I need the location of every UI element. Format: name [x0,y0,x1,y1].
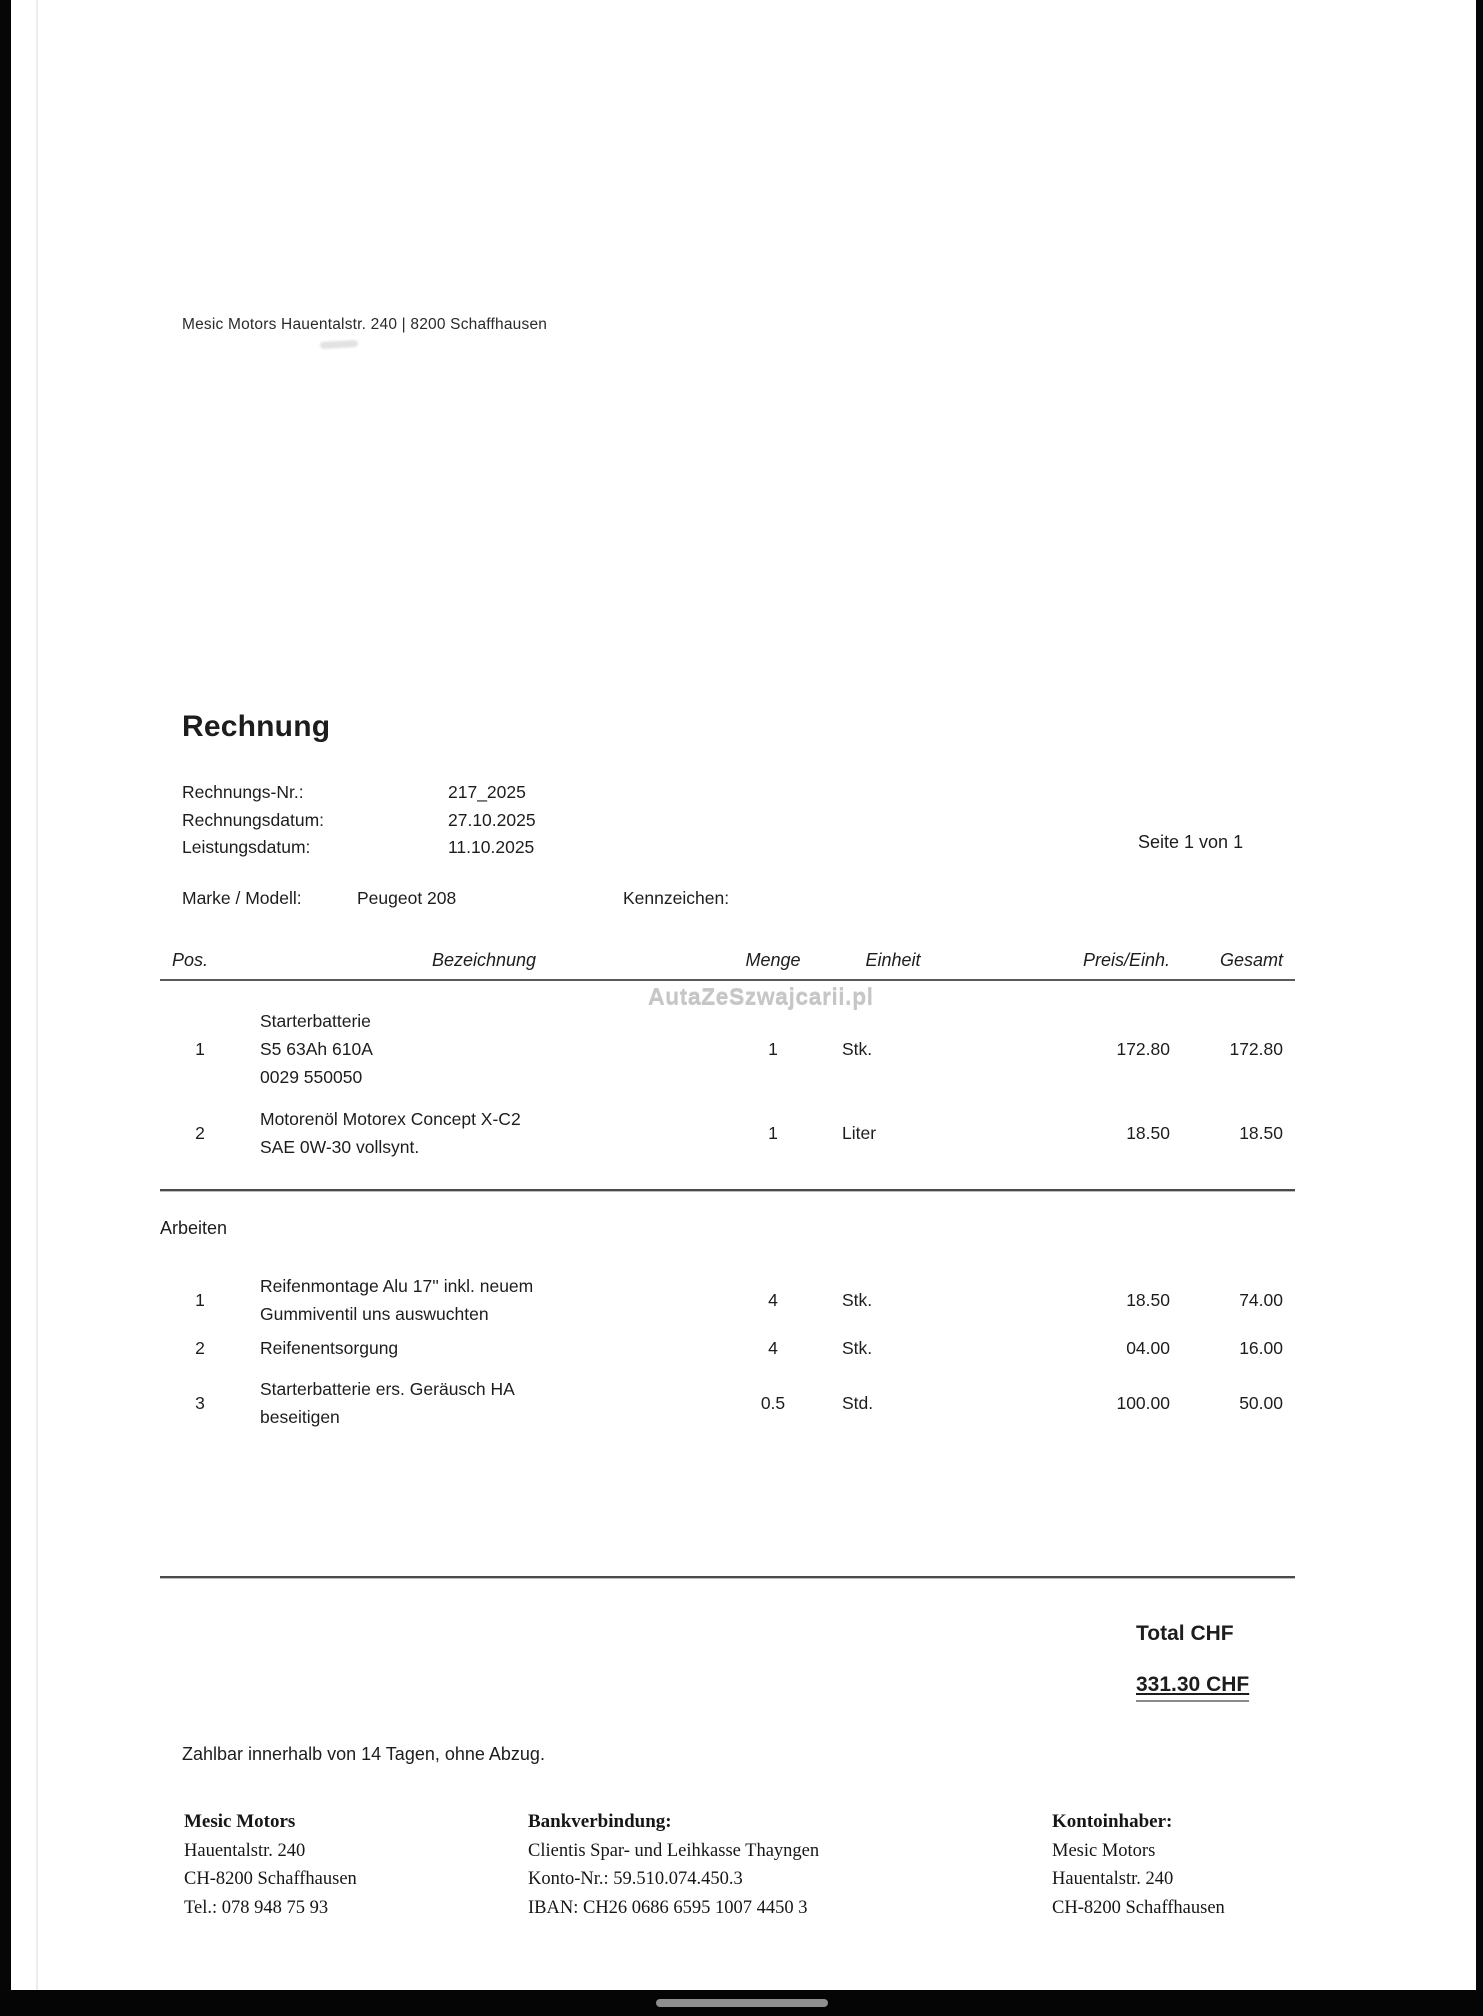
cell-unit-price: 100.00 [1116,1393,1170,1413]
footer-bank-title: Bankverbindung: [528,1811,672,1832]
footer-line: Tel.: 078 948 75 93 [184,1897,329,1918]
invoice-date-label: Rechnungsdatum: [182,809,325,830]
table-row-part-1 [160,1007,1295,1091]
description-line: Starterbatterie ers. Geräusch HA [260,1379,515,1399]
page-number: Seite 1 von 1 [1138,832,1244,852]
footer-line: CH-8200 Schaffhausen [1052,1897,1225,1918]
home-indicator [656,1999,828,2007]
cell-unit-price: 18.50 [1126,1123,1170,1143]
vehicle-label: Marke / Modell: [182,888,302,908]
cell-unit: Liter [842,1123,877,1143]
cell-unit-price: 172.80 [1116,1039,1170,1059]
service-date-label: Leistungsdatum: [182,837,311,857]
table-header-row [160,948,1295,981]
description-line: Gummiventil uns auswuchten [260,1304,489,1324]
cell-qty: 4 [768,1338,778,1358]
screen-edge-bottom [0,1990,1483,2016]
cell-qty: 0.5 [760,1393,786,1413]
watermark: AutaZeSzwajcarii.pl [648,984,874,1010]
cell-description [240,1272,728,1328]
cell-pos: 3 [195,1393,205,1413]
screen-edge-left [0,0,11,2016]
col-header-unit-price: Preis/Einh. [1082,950,1170,970]
payment-terms: Zahlbar innerhalb von 14 Tagen, ohne Abzug. [182,1744,545,1764]
cell-total: 74.00 [1239,1290,1283,1310]
invoice-date-row [182,807,536,835]
table-row-part-2 [160,1105,1295,1161]
description-line: S5 63Ah 610A [260,1039,373,1059]
invoice-number-value: 217_2025 [448,782,526,802]
scan-smudge [320,340,358,349]
total-amount: 331.30 CHF [1136,1673,1249,1702]
sender-address-line: Mesic Motors Hauentalstr. 240 | 8200 Schaffhausen [182,316,548,333]
cell-qty: 1 [768,1039,778,1059]
cell-qty: 1 [768,1123,778,1143]
items-table [160,948,1295,1579]
footer-account-holder-title: Kontoinhaber: [1052,1811,1173,1832]
footer-line: CH-8200 Schaffhausen [184,1869,357,1889]
footer-line: IBAN: CH26 0686 6595 1007 4450 3 [528,1897,808,1918]
col-header-description: Bezeichnung [431,950,537,970]
screen-edge-right [1476,0,1483,2016]
cell-unit: Stk. [842,1338,873,1358]
footer-bank [528,1808,819,1922]
cell-unit: Std. [842,1393,874,1413]
cell-pos: 2 [195,1123,205,1143]
footer-company-title: Mesic Motors [184,1811,296,1832]
labor-section-label: Arbeiten [160,1218,228,1238]
service-date-row [182,834,536,862]
cell-total: 50.00 [1239,1393,1283,1413]
description-line: SAE 0W-30 vollsynt. [260,1137,420,1157]
cell-unit-price: 18.50 [1126,1290,1170,1310]
cell-total: 18.50 [1239,1123,1283,1143]
cell-pos: 1 [195,1290,205,1310]
cell-pos: 1 [195,1039,205,1059]
cell-unit-price: 04.00 [1126,1338,1170,1358]
footer-line: Konto-Nr.: 59.510.074.450.3 [528,1869,743,1889]
description-line: Starterbatterie [260,1011,371,1031]
col-header-qty: Menge [745,950,801,970]
cell-description [240,1007,728,1091]
col-header-pos: Pos. [172,950,209,970]
col-header-unit: Einheit [865,950,921,970]
service-date-value: 11.10.2025 [448,837,535,857]
cell-description [240,1375,728,1431]
invoice-meta [182,779,536,862]
table-row-labor-1 [160,1272,1295,1328]
page-edge-shadow [36,0,38,1990]
invoice-date-value: 27.10.2025 [448,809,536,830]
cell-unit: Stk. [842,1039,873,1059]
description-line: beseitigen [260,1407,340,1427]
section-divider [160,1189,1295,1192]
description-line: Motorenöl Motorex Concept X-C2 [260,1109,521,1129]
total-block [1136,1622,1249,1702]
description-line: Reifenentsorgung [260,1338,399,1358]
description-line: 0029 550050 [260,1067,363,1087]
footer-line: Clientis Spar- und Leihkasse Thayngen [528,1840,820,1861]
table-row-labor-2 [160,1334,1295,1362]
footer-account-holder [1052,1808,1225,1922]
footer-line: Mesic Motors [1052,1840,1156,1861]
cell-description [240,1334,728,1362]
vehicle-value: Peugeot 208 [357,888,457,908]
vehicle-line [182,888,1082,909]
col-header-total: Gesamt [1219,950,1283,970]
cell-description [240,1105,728,1161]
invoice-number-row [182,779,536,807]
document-title: Rechnung [182,710,331,743]
cell-qty: 4 [768,1290,778,1310]
invoice-number-label: Rechnungs-Nr.: [182,782,304,802]
footer-line: Hauentalstr. 240 [1052,1869,1174,1889]
total-label: Total CHF [1136,1622,1234,1645]
table-row-labor-3 [160,1375,1295,1431]
total-divider [160,1576,1295,1579]
cell-total: 16.00 [1239,1338,1283,1358]
description-line: Reifenmontage Alu 17'' inkl. neuem [260,1276,534,1296]
plate-label: Kennzeichen: [623,888,730,908]
cell-unit: Stk. [842,1290,873,1310]
cell-total: 172.80 [1229,1039,1283,1059]
footer-line: Hauentalstr. 240 [184,1840,306,1861]
cell-pos: 2 [195,1338,205,1358]
footer-company [184,1808,357,1922]
